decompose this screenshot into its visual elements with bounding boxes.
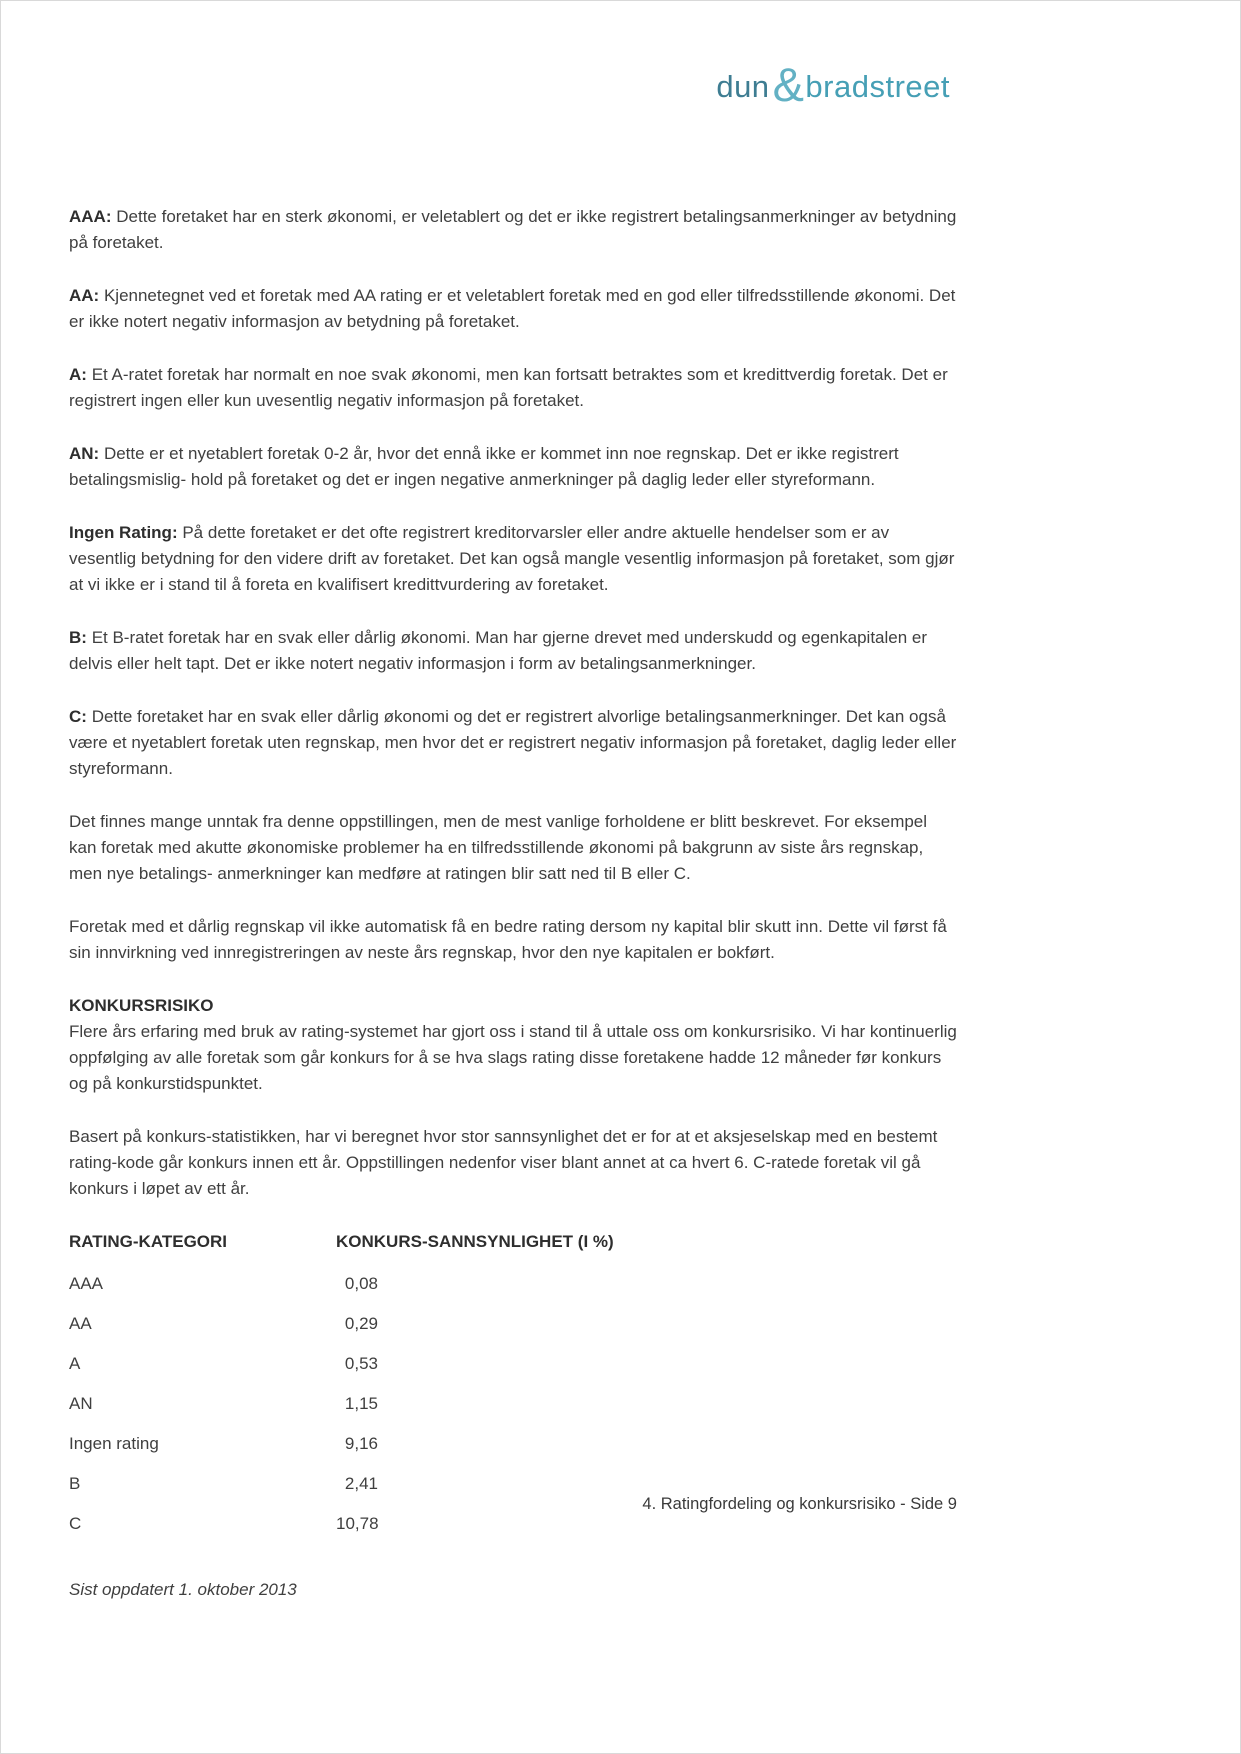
- rating-definition-b: [69, 625, 957, 677]
- table-header-rating-kategori: RATING-KATEGORI: [69, 1232, 228, 1251]
- page-footer: 4. Ratingfordeling og konkursrisiko - Side 9: [642, 1495, 957, 1513]
- rating-label-aaa: AAA:: [69, 207, 112, 226]
- rating-definition-a: [69, 362, 957, 414]
- table-cell-category: AN: [69, 1394, 93, 1413]
- table-header-row: [69, 1229, 957, 1255]
- rating-text-ingen-rating: På dette foretaket er det ofte registrert kreditorvarsler eller andre aktuelle hendelser som er av vesentlig betydning for den videre drift av foretaket. Det kan også mangle vesentlig informasjon på foretaket, som gjør at vi ikke er i stand til å foreta en kvalifisert kredittvurdering av foretaket.: [69, 523, 955, 594]
- table-cell-value: 1,15: [344, 1394, 378, 1413]
- table-cell-category: B: [69, 1474, 81, 1493]
- rating-label-a: A:: [69, 365, 87, 384]
- konkursrisiko-paragraph-1: Flere års erfaring med bruk av rating-systemet har gjort oss i stand til å uttale oss om konkursrisiko. Vi har kontinuerlig oppfølging av alle foretak som går konkurs for å se hva slags rating disse foretakene hadde 12 måneder før konkurs og på konkurstidspunktet.: [69, 1022, 957, 1093]
- rating-definition-an: [69, 441, 957, 493]
- table-row: [69, 1471, 957, 1497]
- rating-label-c: C:: [69, 707, 87, 726]
- table-cell-category: Ingen rating: [69, 1434, 159, 1453]
- table-cell-category: C: [69, 1514, 82, 1533]
- rating-text-aa: Kjennetegnet ved et foretak med AA rating er et veletablert foretak med en god eller tilfredsstillende økonomi. Det er ikke notert negativ informasjon av betydning på foretaket.: [69, 286, 956, 331]
- table-cell-value: 0,29: [344, 1314, 378, 1333]
- table-row: [69, 1431, 957, 1457]
- logo-dun-text: dun: [716, 69, 770, 104]
- table-cell-value: 10,78: [336, 1514, 379, 1533]
- table-cell-category: AA: [69, 1314, 92, 1333]
- konkursrisiko-heading: KONKURSRISIKO: [69, 996, 214, 1015]
- table-row: [69, 1351, 957, 1377]
- logo-bradstreet-text: bradstreet: [805, 69, 950, 104]
- table-cell-value: 0,53: [344, 1354, 378, 1373]
- exceptions-paragraph: Det finnes mange unntak fra denne oppstillingen, men de mest vanlige forholdene er blitt beskrevet. For eksempel kan foretak med akutte økonomiske problemer ha en tilfredsstillende økonomi på bakgrunn av siste års regnskap, men nye betalings- anmerkninger kan medføre at ratingen blir satt ned til B eller C.: [69, 812, 928, 883]
- rating-text-an: Dette er et nyetablert foretak 0-2 år, hvor det ennå ikke er kommet inn noe regnskap. Det er ikke registrert betalingsmislig- hold på foretaket og det er ingen negative anmerkninger på daglig leder eller styreformann.: [69, 444, 899, 489]
- rating-definition-ingen-rating: [69, 520, 957, 598]
- rating-text-a: Et A-ratet foretak har normalt en noe svak økonomi, men kan fortsatt betraktes som et kredittverdig foretak. Det er registrert ingen eller kun uvesentlig negativ informasjon på foretaket.: [69, 365, 948, 410]
- table-row: [69, 1311, 957, 1337]
- table-cell-value: 2,41: [344, 1474, 378, 1493]
- rating-text-b: Et B-ratet foretak har en svak eller dårlig økonomi. Man har gjerne drevet med underskudd og egenkapitalen er delvis eller helt tapt. Det er ikke notert negativ informasjon i form av betalingsanmerkninger.: [69, 628, 928, 673]
- table-row: [69, 1391, 957, 1417]
- capital-injection-paragraph: Foretak med et dårlig regnskap vil ikke automatisk få en bedre rating dersom ny kapital blir skutt inn. Dette vil først få sin innvirkning ved innregistreringen av neste års regnskap, hvor den nye kapitalen er bokført.: [69, 917, 947, 962]
- dun-and-bradstreet-logo: dun & bradstreet: [716, 58, 950, 111]
- rating-definition-aaa: [69, 204, 957, 256]
- last-updated-note: Sist oppdatert 1. oktober 2013: [69, 1580, 297, 1599]
- page-content: [69, 204, 957, 1603]
- table-cell-value: 9,16: [344, 1434, 378, 1453]
- rating-label-aa: AA:: [69, 286, 100, 305]
- rating-label-b: B:: [69, 628, 87, 647]
- konkursrisiko-paragraph-2: Basert på konkurs-statistikken, har vi beregnet hvor stor sannsynlighet det er for at et aksjeselskap med en bestemt rating-kode går konkurs innen ett år. Oppstillingen nedenfor viser blant annet at ca hvert 6. C-ratede foretak vil gå konkurs i løpet av ett år.: [69, 1127, 938, 1198]
- konkurs-probability-table: [69, 1229, 957, 1537]
- rating-label-an: AN:: [69, 444, 100, 463]
- table-cell-value: 0,08: [344, 1274, 378, 1293]
- konkursrisiko-section: [69, 993, 957, 1202]
- rating-text-aaa: Dette foretaket har en sterk økonomi, er veletablert og det er ikke registrert betalingsanmerkninger av betydning på foretaket.: [69, 207, 957, 252]
- table-cell-category: AAA: [69, 1274, 104, 1293]
- table-row: [69, 1511, 957, 1537]
- rating-definition-c: [69, 704, 957, 782]
- table-header-konkurs-sannsynlighet: KONKURS-SANNSYNLIGHET (I %): [336, 1232, 614, 1251]
- rating-definition-aa: [69, 283, 957, 335]
- rating-label-ingen-rating: Ingen Rating:: [69, 523, 178, 542]
- table-cell-category: A: [69, 1354, 81, 1373]
- rating-text-c: Dette foretaket har en svak eller dårlig økonomi og det er registrert alvorlige betalingsanmerkninger. Det kan også være et nyetablert foretak uten regnskap, men hvor det er registrert negativ informasjon på foretaket, daglig leder eller styreformann.: [69, 707, 957, 778]
- table-row: [69, 1271, 957, 1297]
